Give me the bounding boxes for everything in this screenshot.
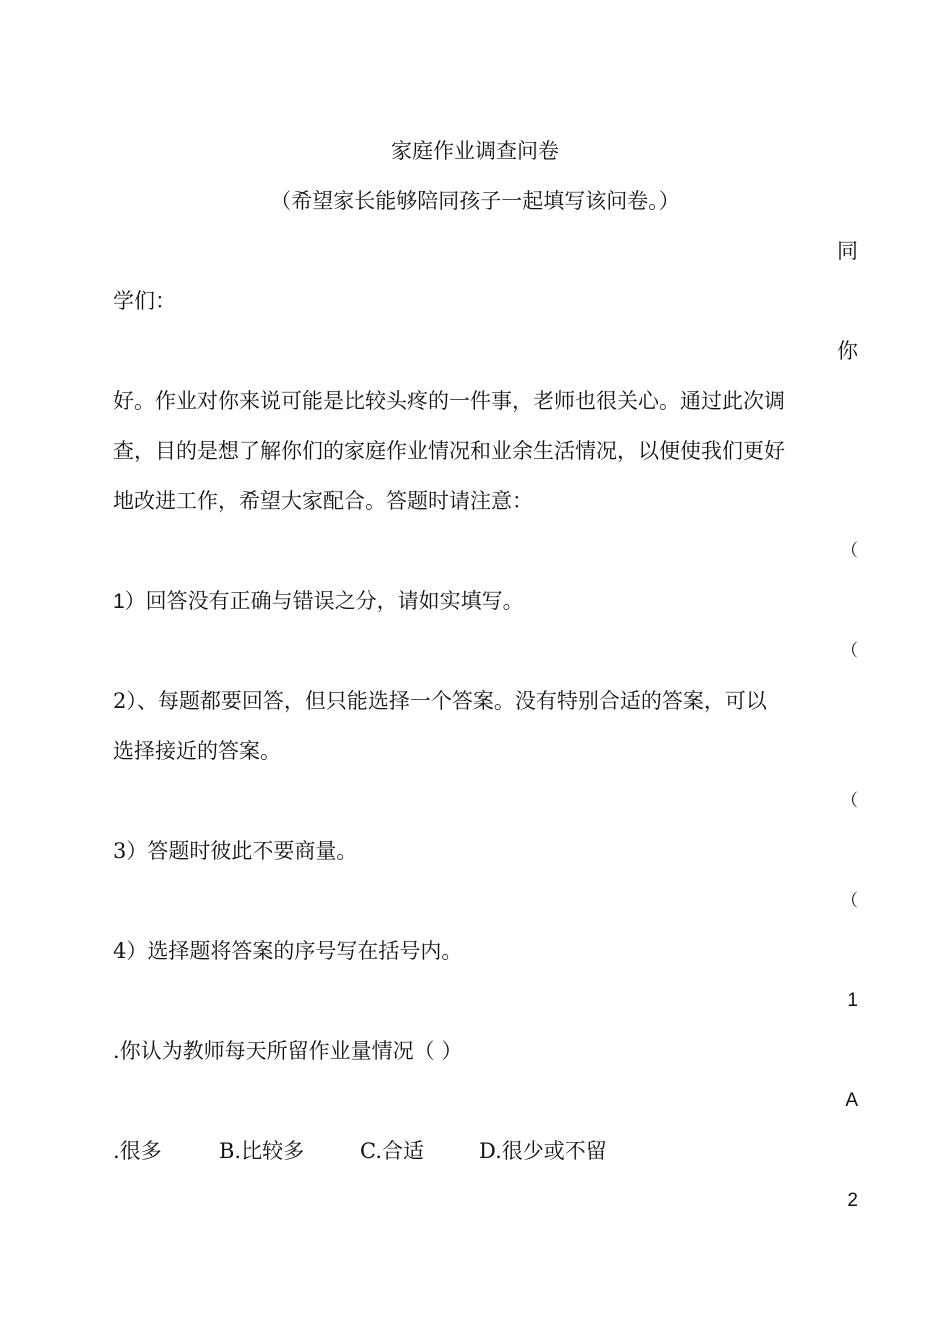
- note-1-paren: （: [841, 541, 858, 561]
- intro-line-3: 地改进工作，希望大家配合。答题时请注意：: [113, 489, 533, 513]
- document-title: 家庭作业调查问卷: [391, 139, 559, 163]
- question-2-number: 2: [847, 1190, 858, 1211]
- option-b: B.比较多: [219, 1139, 305, 1163]
- intro-line-2: 查，目的是想了解你们的家庭作业情况和业余生活情况，以便使我们更好: [113, 439, 785, 463]
- question-1-number: 1: [847, 990, 858, 1011]
- question-1-option-a-letter: A: [845, 1090, 858, 1111]
- option-a: .很多: [113, 1139, 162, 1163]
- option-c: C.合适: [360, 1139, 424, 1163]
- note-1-body: 1）回答没有正确与错误之分，请如实填写。: [113, 590, 524, 613]
- note-3-text: 3）答题时彼此不要商量。: [113, 839, 358, 863]
- note-3-paren: （: [841, 791, 858, 811]
- note-2-paren: （: [841, 641, 858, 661]
- intro-line-1: 好。作业对你来说可能是比较头疼的一件事，老师也很关心。通过此次调: [113, 389, 785, 413]
- note-2-text: 2）、每题都要回答，但只能选择一个答案。没有特别合适的答案，可以: [113, 689, 767, 713]
- note-4-paren: （: [841, 891, 858, 911]
- option-d: D.很少或不留: [479, 1139, 607, 1163]
- question-1-text: .你认为教师每天所留作业量情况（ ）: [113, 1039, 463, 1063]
- question-1-options: [113, 1136, 607, 1166]
- greeting-first-char: 同: [837, 239, 858, 263]
- document-subtitle: （希望家长能够陪同孩子一起填写该问卷。）: [270, 189, 680, 213]
- note-4-text: 4）选择题将答案的序号写在括号内。: [113, 939, 463, 963]
- note-2-text-continued: 选择接近的答案。: [113, 739, 281, 763]
- greeting-rest: 学们：: [113, 289, 176, 313]
- note-1-text: [113, 586, 524, 617]
- intro-first-char: 你: [837, 339, 858, 363]
